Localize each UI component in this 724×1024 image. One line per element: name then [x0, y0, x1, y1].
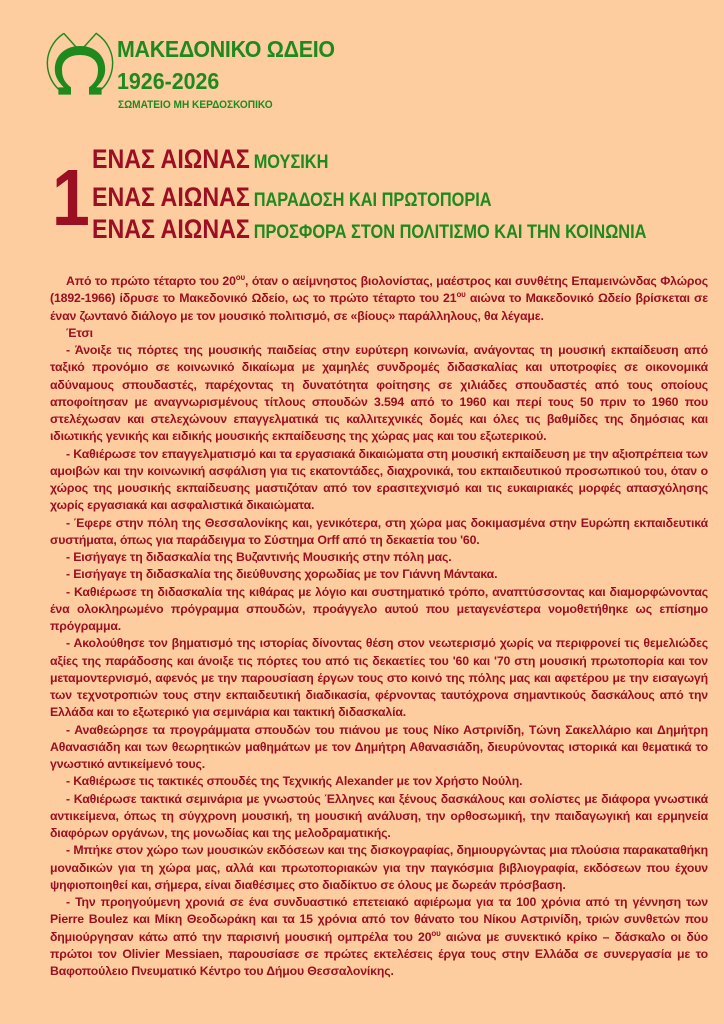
paragraph-2: - Καθιέρωσε τον επαγγελματισμό και τα εργασιακά δικαιώματα στη μουσική εκπαίδευση με την αξιοπρέπεια των αμοιβών και την κοινωνική ασφάλιση για τις εκατοντάδες, διαχρονικά, του εκπαιδευτικού προσωπικού του, όταν ο χώρος της μουσικής εκπαίδευσης μαστιζόταν από τον ερασιτεχνισμό και τις ευκαιριακές μορφές απασχόλησης χωρίς εργασιακά και ασφαλιστικά δικαιώματα. — [50, 446, 708, 513]
paragraph-9: - Καθιέρωσε τις τακτικές σπουδές της Τεχνικής Alexander με τον Χρήστο Νούλη. — [66, 774, 523, 789]
paragraph-6: - Καθιέρωσε τη διδασκαλία της κιθάρας με λόγιο και συστηματικό τρόπο, αναπτύσσοντας και διαμορφώνοντας ένα ολοκληρωμένο πρόγραμμα σπουδών, προάγγελο αυτού που μεταγενέστερα νομοθετήθηκε ως επίσημο πρόγραμμα. — [50, 584, 708, 633]
paragraph-1: - Άνοιξε τις πόρτες της μουσικής παιδείας στην ευρύτερη κοινωνία, ανάγοντας τη μουσική εκπαίδευση από ταξικό προνόμιο σε κοινωνικό δικαίωμα με χαμηλές συνδρομές διδασκαλίας και υποτροφίες σε οικονομικά αδύναμους σπουδαστές, παρέχοντας τη δυνατότητα φοίτησης σε χιλιάδες σπουδαστές από τους οποίους αποφοίτησαν με αναγνωρισμένους τίτλους σπουδών 3.594 από το 1960 και περί τους 50 πριν το 1960 που στελέχωσαν και στελεχώνουν επαγγελματικά τις καλλιτεχνικές δομές και όλες τις βαθμίδες της δημόσιας και ιδιωτικής γενικής και ειδικής μουσικής εκπαίδευσης της χώρας μας και του εξωτερικού. — [50, 343, 708, 444]
last-sup: ου — [431, 928, 441, 938]
intro-sup-2: ου — [456, 290, 466, 300]
paragraph-7: - Ακολούθησε τον βηματισμό της ιστορίας δίνοντας θέση στον νεωτερισμό χωρίς να περιφρονεί τις θεμελιώδες αξίες της παράδοσης και άνοιξε τις πόρτες του από τις δεκαετίες του '60 και '70 στη μουσική πρωτοπορία και τον μεταμοντερνισμό, αφενός με την παρουσίαση έργων τους στο κοινό της πόλης μας και αφετέρου με την εισαγωγή των τεχνοτροπιών τους στην εκπαιδευτική διαδικασία, φέρνοντας ταυτόχρονα σημαντικούς δασκάλους από την Ελλάδα και το εξωτερικό για σεμινάρια και τακτική διδασκαλία. — [50, 636, 708, 720]
last-part-b: αιώνα με συνεκτικό κρίκο – δάσκαλο οι δύο πρώτοι τον Olivier Messiaen, παρουσίασε σε πρώτες εκτελέσεις έργα τους στην Ελλάδα σε συνεργασία με το Βαφοπούλειο Πνευματικό Κέντρο του Δήμου Θεσσαλονίκης. — [50, 929, 708, 978]
headline-2 — [92, 182, 492, 213]
paragraph-10: - Καθιέρωσε τακτικά σεμινάρια με γνωστούς Έλληνες και ξένους δασκάλους και σολίστες με διάφορα γνωστικά αντικείμενα, όπως τη σύγχρονη μουσική, τη μουσική ανάλυση, την ορθοσωμική, την παιδαγωγική και ερμηνεία διαφόρων οργάνων, της μονωδίας και της μελοδραματικής. — [50, 791, 708, 840]
last-paragraph — [50, 894, 708, 980]
headline-1-green: ΜΟΥΣΙΚΗ — [253, 152, 329, 173]
paragraph-11: - Μπήκε στον χώρο των μουσικών εκδόσεων και της δισκογραφίας, δημιουργώντας μια πλούσια παρακαταθήκη μοναδικών για τη χώρα μας, αλλά και πρωτοποριακών για την παγκόσμια βιβλιογραφία, εκδόσεων που έχουν ψηφιοποιηθεί και, σήμερα, είναι διαθέσιμες στο διαδίκτυο σε όλους με δωρεάν πρόσβαση. — [50, 843, 708, 892]
intro-part-a: Από το πρώτο τέταρτο του 20 — [66, 274, 236, 288]
body-text — [50, 273, 708, 980]
org-years: 1926-2026 — [117, 68, 220, 94]
headline-2-green: ΠΑΡΑΔΟΣΗ ΚΑΙ ΠΡΩΤΟΠΟΡΙΑ — [253, 190, 492, 211]
section-number: 1 — [52, 153, 90, 242]
org-subtitle: ΣΩΜΑΤΕΙΟ ΜΗ ΚΕΡΔΟΣΚΟΠΙΚΟ — [118, 99, 273, 111]
intro-part-c: αιώνα το Μακεδονικό Ωδείο βρίσκεται σε έναν ζωντανό διάλογο με τον μουσικό πολιτισμό, σε «βίους» παράλληλους, θα λέγαμε. — [50, 291, 708, 323]
intro-sup-1: ου — [235, 273, 246, 282]
headline-3-red: ΕΝΑΣ ΑΙΩΝΑΣ — [92, 214, 250, 244]
paragraph-3: - Έφερε στην πόλη της Θεσσαλονίκης και, γενικότερα, στη χώρα μας δοκιμασμένα στην Ευρώπη εκπαιδευτικά συστήματα, όπως για παράδειγμα το Σύστημα Orff από τη δεκαετία του '60. — [50, 515, 708, 547]
paragraph-4: - Εισήγαγε τη διδασκαλία της Βυζαντινής Μουσικής στην πόλη μας. — [66, 550, 452, 564]
org-name: ΜΑΚΕΔΟΝΙΚΟ ΩΔΕΙΟ — [117, 36, 335, 62]
paragraph-5: - Εισήγαγε τη διδασκαλία της διεύθυνσης χορωδίας με τον Γιάννη Μάντακα. — [66, 567, 498, 582]
paragraph-8: - Αναθεώρησε τα προγράμματα σπουδών του πιάνου με τους Νίκο Αστρινίδη, Τώνη Σακελλάριο και Δημήτρη Αθανασιάδη και των θεωρητικών μαθημάτων με τον Δημήτρη Αθανασιάδη, διευρύνοντας ιστορικά και θεματικά το γνωστικό αντικείμενό τους. — [50, 722, 708, 771]
omega-lyre-logo-icon — [44, 28, 116, 100]
headline-1 — [92, 144, 328, 175]
headline-3-green: ΠΡΟΣΦΟΡΑ ΣΤΟΝ ΠΟΛΙΤΙΣΜΟ ΚΑΙ ΤΗΝ ΚΟΙΝΩΝΙΑ — [253, 222, 647, 243]
headline-2-red: ΕΝΑΣ ΑΙΩΝΑΣ — [92, 182, 250, 212]
headline-3 — [92, 214, 646, 245]
intro-part-b: , όταν ο αείμνηστος βιολονίστας, μαέστρος και συνθέτης Επαμεινώνδας Φλώρος (1892-1966) ίδρυσε το Μακεδονικό Ωδείο, ως το πρώτο τέταρτο του 21 — [50, 274, 708, 306]
intro-paragraph — [50, 273, 708, 325]
last-part-a: - Την προηγούμενη χρονιά σε ένα συνδυαστικό επετειακό αφιέρωμα για τα 100 χρόνια από τη γέννηση των Pierre Boulez και Μίκη Θεοδωράκη και τα 15 χρόνια από τον θάνατο του Νίκου Αστρινίδη, τριών συνθετών που δημιούργησαν κάτω από την παρισινή μουσική ομπρέλα του 20 — [50, 895, 708, 944]
etsi-line: Έτσι — [66, 325, 93, 340]
headline-1-red: ΕΝΑΣ ΑΙΩΝΑΣ — [92, 144, 250, 174]
